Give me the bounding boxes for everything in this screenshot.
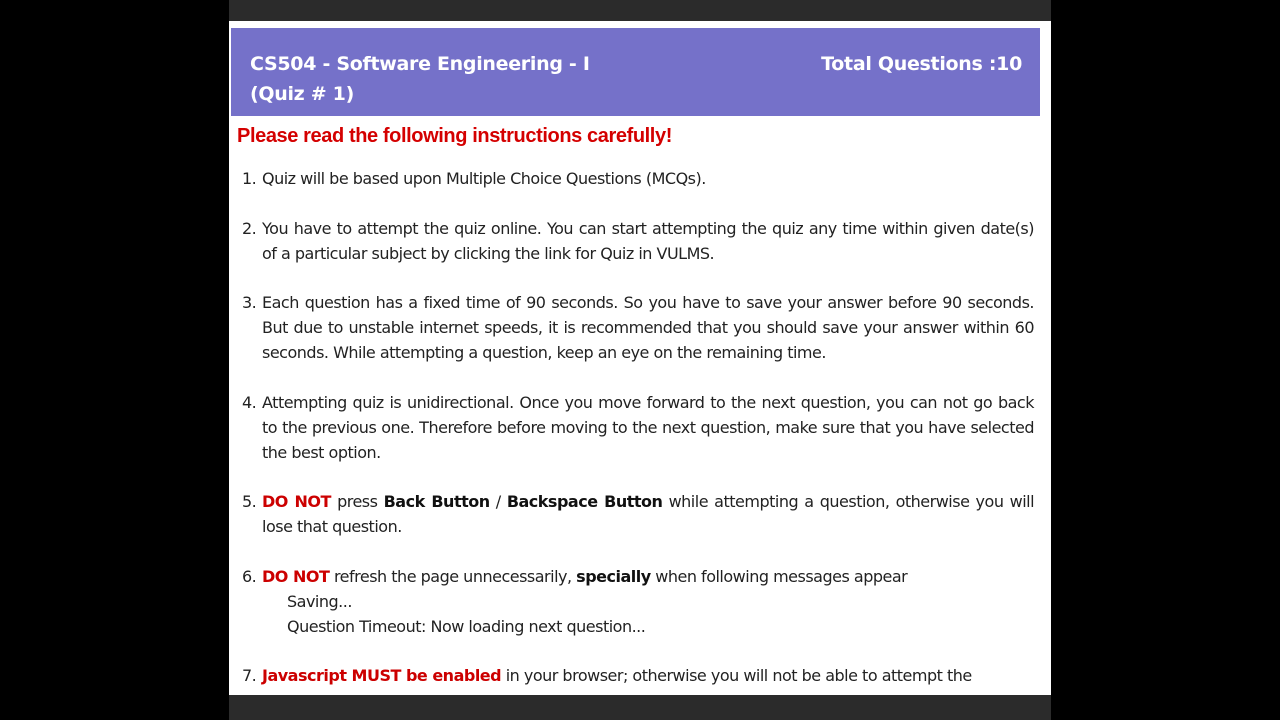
quiz-header xyxy=(231,28,1040,116)
instruction-text: / xyxy=(489,492,507,511)
quiz-instructions-page xyxy=(229,21,1051,695)
instruction-number: 6. xyxy=(242,566,257,586)
instruction-number: 4. xyxy=(242,392,257,412)
instruction-text: while attempting a question, otherwise you will lose that question. xyxy=(262,492,1035,536)
instruction-text: Attempting quiz is unidirectional. Once you move forward to the next question, you can not go back to the previous one. Therefore before moving to the next question, make sure that you have selected the best option. xyxy=(262,392,1034,462)
total-questions-label: Total Questions :10 xyxy=(821,53,1022,75)
instruction-text: refresh the page unnecessarily, xyxy=(329,566,577,586)
instruction-text: Each question has a fixed time of 90 seconds. So you have to save your answer before 90 seconds. But due to unstable internet speeds, it is recommended that you should save your answer within 60 seconds. While attempting a question, keep an eye on the remaining time. xyxy=(262,293,1034,362)
timeout-message: Question Timeout: Now loading next question... xyxy=(287,616,646,636)
video-bottom-bar xyxy=(229,695,1051,720)
instruction-item-4 xyxy=(242,390,1034,465)
video-frame xyxy=(229,0,1051,720)
instruction-number: 2. xyxy=(242,218,257,238)
instruction-item-7 xyxy=(242,663,1034,688)
instruction-text: Quiz will be based upon Multiple Choice Questions (MCQs). xyxy=(262,169,706,188)
back-button-term: Back Button xyxy=(383,492,490,511)
instruction-number: 5. xyxy=(242,492,257,511)
javascript-required-warning: Javascript MUST be enabled xyxy=(262,666,502,685)
instruction-number: 7. xyxy=(242,666,257,685)
instruction-text: You have to attempt the quiz online. You can start attempting the quiz any time within given date(s) of a particular subject by clicking the link for Quiz in VULMS. xyxy=(262,218,1034,263)
specially-term: specially xyxy=(576,566,651,586)
instructions-heading: Please read the following instructions carefully! xyxy=(237,125,672,147)
instruction-text: press xyxy=(330,492,384,511)
instructions-list xyxy=(242,166,1035,695)
instruction-number: 3. xyxy=(242,293,257,312)
instruction-item-2 xyxy=(242,216,1034,266)
instruction-text: when following messages appear xyxy=(650,566,908,586)
do-not-warning: DO NOT xyxy=(262,566,330,586)
do-not-warning: DO NOT xyxy=(262,492,331,511)
instruction-item-3 xyxy=(242,290,1034,365)
backspace-button-term: Backspace Button xyxy=(506,492,663,511)
instruction-item-1 xyxy=(242,166,1034,191)
instruction-item-5 xyxy=(242,489,1035,539)
course-title xyxy=(250,49,590,109)
course-title-line1: CS504 - Software Engineering - I xyxy=(250,53,590,75)
instruction-number: 1. xyxy=(242,169,257,188)
instruction-item-6 xyxy=(242,564,1034,639)
saving-message: Saving... xyxy=(287,591,352,611)
instruction-text: in your browser; otherwise you will not be able to attempt the xyxy=(501,666,972,685)
quiz-number: (Quiz # 1) xyxy=(250,83,354,105)
